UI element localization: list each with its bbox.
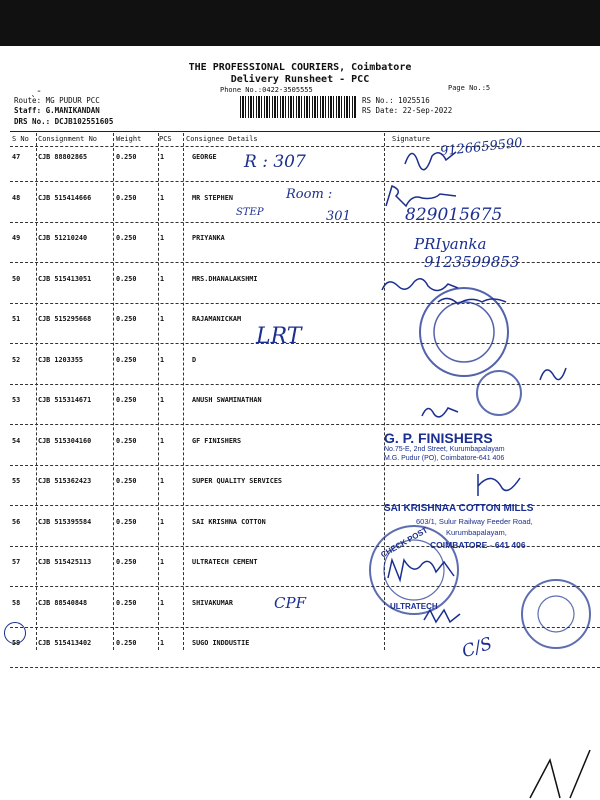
row-consignment-no: CJB 515314671 [38, 396, 92, 404]
row-sno: 49 [12, 234, 21, 242]
row-pcs: 1 [160, 598, 165, 607]
row-consignment-no: CJB 515425113 [38, 558, 92, 566]
row-sno: 53 [12, 396, 21, 404]
stamp-gp-address-2: M.G. Pudur (PO), Coimbatore-641 406 [384, 455, 505, 462]
row-sno: 56 [12, 517, 21, 526]
handwritten-name-49: PRIyanka [414, 235, 487, 253]
route-label: Route: MG PUDUR PCC [14, 96, 100, 105]
column-divider [158, 133, 159, 650]
drs-label: DRS No.: DCJB102551605 [14, 117, 114, 126]
row-consignee: SHIVAKUMAR [192, 598, 233, 607]
row-consignment-no: CJB 515414666 [38, 193, 92, 202]
row-consignee: SUPER QUALITY SERVICES [192, 477, 283, 485]
mark-icon: ˎ‑ [30, 86, 43, 97]
round-seal-53 [474, 368, 524, 418]
handwritten-room-48: Room : [286, 187, 333, 202]
circled-row-marker [4, 622, 26, 644]
row-weight: 0.250 [116, 274, 137, 283]
handwritten-room-47: R : 307 [244, 152, 306, 172]
handwritten-step-48: STEP [236, 207, 264, 218]
row-consignee: D [192, 355, 197, 364]
row-pcs: 1 [160, 436, 165, 445]
row-sno: 50 [12, 274, 21, 283]
row-weight: 0.250 [116, 315, 137, 323]
row-sno: 48 [12, 193, 21, 202]
row-divider [10, 181, 600, 182]
column-divider [183, 133, 184, 650]
row-consignment-no: CJB 515362423 [38, 477, 92, 485]
signature-48 [382, 182, 462, 210]
row-consignee: MRS.DHANALAKSHMI [192, 274, 258, 283]
row-weight: 0.250 [116, 193, 137, 202]
stamp-sai-krishnaa: SAI KRISHNAA COTTON MILLS [384, 503, 534, 514]
row-sno: 51 [12, 315, 21, 323]
row-pcs: 1 [160, 355, 165, 364]
handwritten-mark-51: LRT [256, 324, 302, 349]
stamp-sai-address-2: Kurumbapalayam, [446, 528, 507, 537]
row-consignment-no: CJB 51210240 [38, 234, 88, 242]
signature-53b [418, 398, 462, 424]
row-divider [10, 222, 600, 223]
column-divider [113, 133, 114, 650]
stamp-sai-address-3: COIMBATORE - 641 406 [430, 540, 526, 550]
row-consignee: SUGO INDDUSTIE [192, 639, 250, 647]
page-number: Page No.:5 [448, 84, 491, 92]
row-consignment-no: CJB 515304160 [38, 436, 92, 445]
staff-label: Staff: G.MANIKANDAN [14, 106, 100, 115]
handwritten-phone-49: 9123599853 [424, 253, 520, 271]
row-pcs: 1 [160, 558, 165, 566]
row-pcs: 1 [160, 193, 165, 202]
row-consignee: ULTRATECH CEMENT [192, 558, 258, 566]
row-sno: 57 [12, 558, 21, 566]
document-subtitle: Delivery Runsheet - PCC [230, 74, 370, 85]
row-consignment-no: CJB 88540848 [38, 598, 88, 607]
barcode [240, 96, 356, 118]
row-consignee: ANUSH SWAMINATHAN [192, 396, 262, 404]
row-sno: 55 [12, 477, 21, 485]
handwritten-phone-47: 9126659590 [439, 135, 524, 160]
row-divider [10, 424, 600, 425]
row-weight: 0.250 [116, 436, 137, 445]
row-consignee: MR STEPHEN [192, 193, 233, 202]
row-weight: 0.250 [116, 477, 137, 485]
row-pcs: 1 [160, 639, 165, 647]
rs-number: RS No.: 1025516 [362, 96, 430, 105]
stamp-gp-finishers: G. P. FINISHERS [384, 430, 493, 446]
row-pcs: 1 [160, 477, 165, 485]
stamp-checkpost: CHECK POST [379, 525, 430, 560]
row-divider [10, 627, 600, 628]
row-pcs: 1 [160, 153, 165, 161]
row-pcs: 1 [160, 274, 165, 283]
corner-scan-mark [520, 740, 600, 800]
row-sno: 58 [12, 598, 21, 607]
row-consignee: SAI KRISHNA COTTON [192, 517, 266, 526]
handwritten-phone-48: 829015675 [405, 205, 503, 225]
col-header-pcs: PCS [159, 135, 172, 143]
row-sno: 54 [12, 436, 21, 445]
signature-55 [472, 468, 526, 500]
handwritten-num-48: 301 [326, 209, 351, 224]
row-consignee: RAJAMANICKAM [192, 315, 242, 323]
phone-number: Phone No.:0422-3505555 [220, 86, 313, 94]
stamp-sai-address-1: 603/1, Sulur Railway Feeder Road, [416, 517, 533, 526]
document-title: THE PROFESSIONAL COURIERS, Coimbatore [188, 62, 412, 73]
row-sno: 52 [12, 355, 21, 364]
round-company-seal [414, 282, 514, 382]
row-weight: 0.250 [116, 558, 137, 566]
column-divider [36, 133, 37, 650]
stamp-ultratech: ULTRATECH [390, 602, 438, 611]
row-pcs: 1 [160, 234, 165, 242]
row-weight: 0.250 [116, 639, 137, 647]
row-weight: 0.250 [116, 517, 137, 526]
col-header-consignment: Consignment No [38, 135, 98, 143]
row-consignment-no: CJB 515295668 [38, 315, 92, 323]
row-divider [10, 586, 600, 587]
round-seal-58 [518, 576, 594, 652]
row-weight: 0.250 [116, 355, 137, 364]
row-sno: 59 [12, 639, 21, 647]
row-consignment-no: CJB 515413051 [38, 274, 92, 283]
row-pcs: 1 [160, 517, 165, 526]
col-header-weight: Weight [116, 135, 142, 143]
row-consignee: PRIYANKA [192, 234, 225, 242]
row-consignment-no: CJB 88802865 [38, 153, 88, 161]
col-header-sno: S No [12, 135, 29, 143]
row-weight: 0.250 [116, 234, 137, 242]
handwritten-mark-59: C/S [459, 633, 495, 663]
row-consignment-no: CJB 515395584 [38, 517, 92, 526]
row-divider [10, 465, 600, 466]
row-consignment-no: CJB 515413402 [38, 639, 92, 647]
row-pcs: 1 [160, 315, 165, 323]
col-header-consignee: Consignee Details [186, 135, 258, 143]
row-pcs: 1 [160, 396, 165, 404]
col-header-signature: Signature [392, 135, 430, 143]
row-sno: 47 [12, 153, 21, 161]
handwritten-mark-58: CPF [274, 594, 306, 612]
row-divider [10, 667, 600, 668]
signature-53 [536, 360, 570, 390]
stamp-gp-address-1: No.75-E, 2nd Street, Kurumbapalayam [384, 446, 505, 453]
signature-47 [400, 142, 460, 172]
table-top-rule [10, 131, 600, 132]
row-consignment-no: CJB 1203355 [38, 355, 84, 364]
row-weight: 0.250 [116, 153, 137, 161]
row-weight: 0.250 [116, 396, 137, 404]
row-consignee: GEORGE [192, 153, 217, 161]
row-weight: 0.250 [116, 598, 137, 607]
row-consignee: GF FINISHERS [192, 436, 242, 445]
scan-top-dark-band [0, 0, 600, 46]
rs-date: RS Date: 22-Sep-2022 [362, 106, 453, 115]
